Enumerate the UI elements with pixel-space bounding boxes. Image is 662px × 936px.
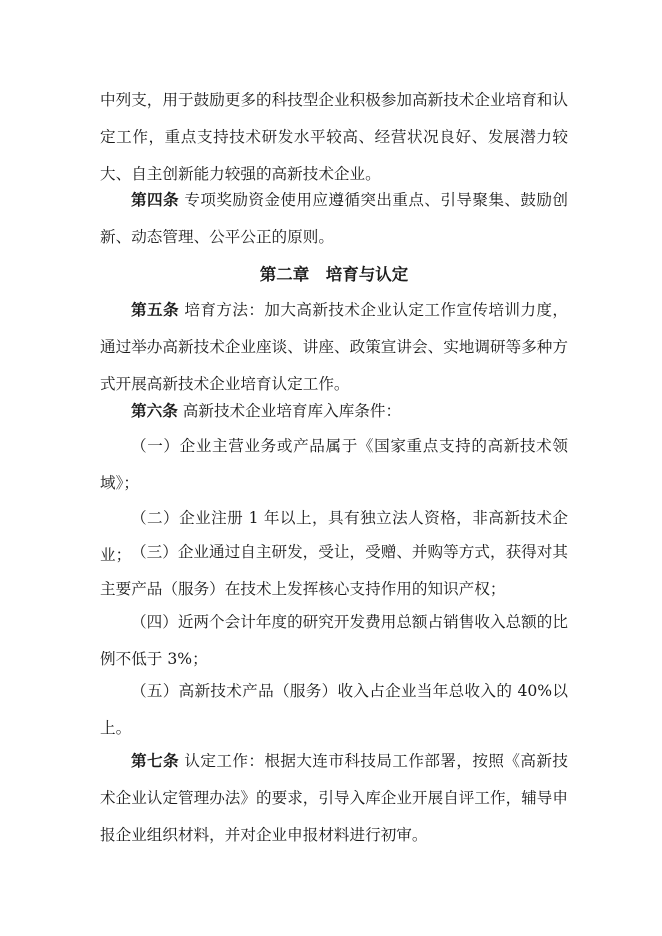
article-4-text: 专项奖励资金使用应遵循突出重点、引导聚集、鼓励创新、动态管理、公平公正的原则。 — [100, 191, 568, 246]
condition-item-4: （四）近两个会计年度的研究开发费用总额占销售收入总额的比例不低于 3%； — [100, 613, 568, 668]
condition-item-1: （一）企业主营业务或产品属于《国家重点支持的高新技术领域》； — [100, 437, 568, 492]
article-5 — [100, 292, 568, 403]
condition-item-3: （三）企业通过自主研发，受让，受赠、并购等方式，获得对其主要产品（服务）在技术上发挥核心支持作用的知识产权； — [100, 543, 568, 598]
chapter-heading: 第二章 培育与认定 — [259, 265, 409, 284]
paragraph-text: 中列支，用于鼓励更多的科技型企业积极参加高新技术企业培育和认定工作，重点支持技术研发水平较高、经营状况良好、发展潜力较大、自主创新能力较强的高新技术企业。 — [100, 91, 568, 183]
article-5-text: 培育方法：加大高新技术企业认定工作宣传培训力度，通过举办高新技术企业座谈、讲座、政策宣讲会、实地调研等多种方式开展高新技术企业培育认定工作。 — [100, 301, 568, 393]
article-6-text: 高新技术企业培育库入库条件： — [182, 402, 402, 420]
article-7-label: 第七条 — [131, 752, 180, 770]
condition-item-5: （五）高新技术产品（服务）收入占企业当年总收入的 40%以上。 — [100, 682, 568, 737]
article-4 — [100, 182, 568, 256]
article-6 — [100, 393, 568, 430]
article-5-label: 第五条 — [131, 301, 180, 319]
article-6-label: 第六条 — [131, 402, 178, 420]
article-7-text: 认定工作：根据大连市科技局工作部署，按照《高新技术企业认定管理办法》的要求，引导入库企业开展自评工作，辅导申报企业组织材料，并对企业申报材料进行初审。 — [100, 752, 568, 844]
article-4-label: 第四条 — [131, 191, 180, 209]
condition-item-2: （二）企业注册 1 年以上，具有独立法人资格，非高新技术企业； — [100, 509, 568, 564]
paragraph-continuation — [100, 82, 568, 193]
article-7 — [100, 743, 568, 854]
